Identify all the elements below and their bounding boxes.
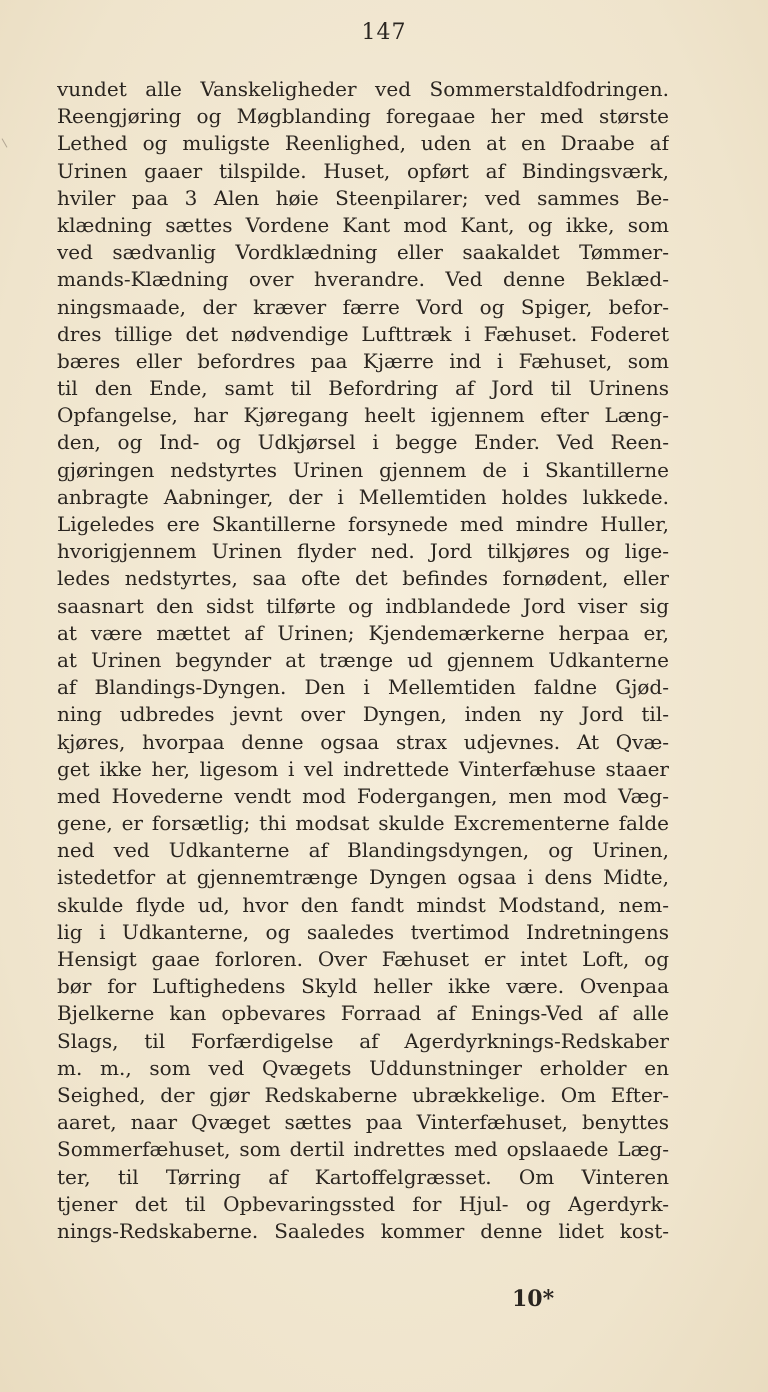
text-line: Lethed og muligste Reenlighed, uden at en Draabe af	[57, 131, 669, 156]
text-line: gene, er forsætlig; thi modsat skulde Excrementerne falde	[57, 811, 669, 836]
text-line: hvorigjennem Urinen flyder ned. Jord tilkjøres og lige-	[57, 539, 669, 564]
text-line: vundet alle Vanskeligheder ved Sommerstaldfodringen.	[57, 77, 669, 101]
signature-mark: 10*	[512, 1286, 555, 1312]
text-line: ter, til Tørring af Kartoffelgræsset. Om Vinteren	[57, 1164, 669, 1189]
text-line: tjener det til Opbevaringssted for Hjul- og Agerdyrk-	[57, 1191, 669, 1216]
text-line: bæres eller befordres paa Kjærre ind i Fæhuset, som	[57, 348, 669, 373]
text-line: bør for Luftighedens Skyld heller ikke være. Ovenpaa	[57, 974, 669, 999]
text-line: ned ved Udkanterne af Blandingsdyngen, og Urinen,	[57, 838, 669, 863]
text-line: ledes nedstyrtes, saa ofte det befindes fornødent, eller	[57, 566, 669, 591]
text-line: Slags, til Forfærdigelse af Agerdyrknings-Redskaber	[57, 1028, 669, 1053]
text-line: saasnart den sidst tilførte og indblandede Jord viser sig	[57, 593, 669, 618]
text-line: Urinen gaaer tilspilde. Huset, opført af Bindingsværk,	[57, 158, 669, 183]
text-line: Sommerfæhuset, som dertil indrettes med opslaaede Læg-	[57, 1137, 669, 1162]
text-line: ved sædvanlig Vordklædning eller saakaldet Tømmer-	[57, 240, 669, 265]
text-line: med Hovederne vendt mod Fodergangen, men mod Væg-	[57, 783, 669, 808]
text-line: den, og Ind- og Udkjørsel i begge Ender. Ved Reen-	[57, 430, 669, 455]
text-line: at være mættet af Urinen; Kjendemærkerne herpaa er,	[57, 620, 669, 645]
text-line: nings-Redskaberne. Saaledes kommer denne lidet kost-	[57, 1218, 669, 1243]
text-line: kjøres, hvorpaa denne ogsaa strax udjevnes. At Qvæ-	[57, 729, 669, 754]
text-line: Opfangelse, har Kjøregang heelt igjennem efter Læng-	[57, 403, 669, 428]
text-line: Hensigt gaae forloren. Over Fæhuset er intet Loft, og	[57, 947, 669, 971]
text-line: Seighed, der gjør Redskaberne ubrækkelige. Om Efter-	[57, 1082, 669, 1107]
text-line: Reengjøring og Møgblanding foregaae her med største	[57, 104, 669, 129]
text-line: anbragte Aabninger, der i Mellemtiden holdes lukkede.	[57, 484, 669, 509]
margin-mark	[2, 138, 8, 147]
page-number: 147	[361, 20, 407, 45]
text-line: af Blandings-Dyngen. Den i Mellemtiden faldne Gjød-	[57, 675, 669, 700]
text-line: ning udbredes jevnt over Dyngen, inden ny Jord til-	[57, 702, 669, 727]
text-line: hviler paa 3 Alen høie Steenpilarer; ved sammes Be-	[57, 185, 669, 210]
text-line: lig i Udkanterne, og saaledes tvertimod Indretningens	[57, 919, 669, 944]
text-line: dres tillige det nødvendige Lufttræk i Fæhuset. Foderet	[57, 321, 669, 346]
text-line: istedetfor at gjennemtrænge Dyngen ogsaa i dens Midte,	[57, 865, 669, 890]
text-line: mands-Klædning over hverandre. Ved denne Beklæd-	[57, 267, 669, 292]
text-line: m. m., som ved Qvægets Uddunstninger erholder en	[57, 1055, 669, 1080]
text-line: ningsmaade, der kræver færre Vord og Spiger, befor-	[57, 294, 669, 319]
text-line: til den Ende, samt til Befordring af Jord til Urinens	[57, 376, 669, 401]
text-line: at Urinen begynder at trænge ud gjennem Udkanterne	[57, 647, 669, 672]
text-line: aaret, naar Qvæget sættes paa Vinterfæhuset, benyttes	[57, 1110, 669, 1135]
text-line: Ligeledes ere Skantillerne forsynede med mindre Huller,	[57, 512, 669, 536]
body-text	[57, 76, 669, 1245]
text-line: klædning sættes Vordene Kant mod Kant, og ikke, som	[57, 212, 669, 237]
text-line: Bjelkerne kan opbevares Forraad af Enings-Ved af alle	[57, 1001, 669, 1026]
text-line: skulde flyde ud, hvor den fandt mindst Modstand, nem-	[57, 892, 669, 917]
text-line: get ikke her, ligesom i vel indrettede Vinterfæhuse staaer	[57, 756, 669, 781]
text-line: gjøringen nedstyrtes Urinen gjennem de i Skantillerne	[57, 457, 669, 482]
